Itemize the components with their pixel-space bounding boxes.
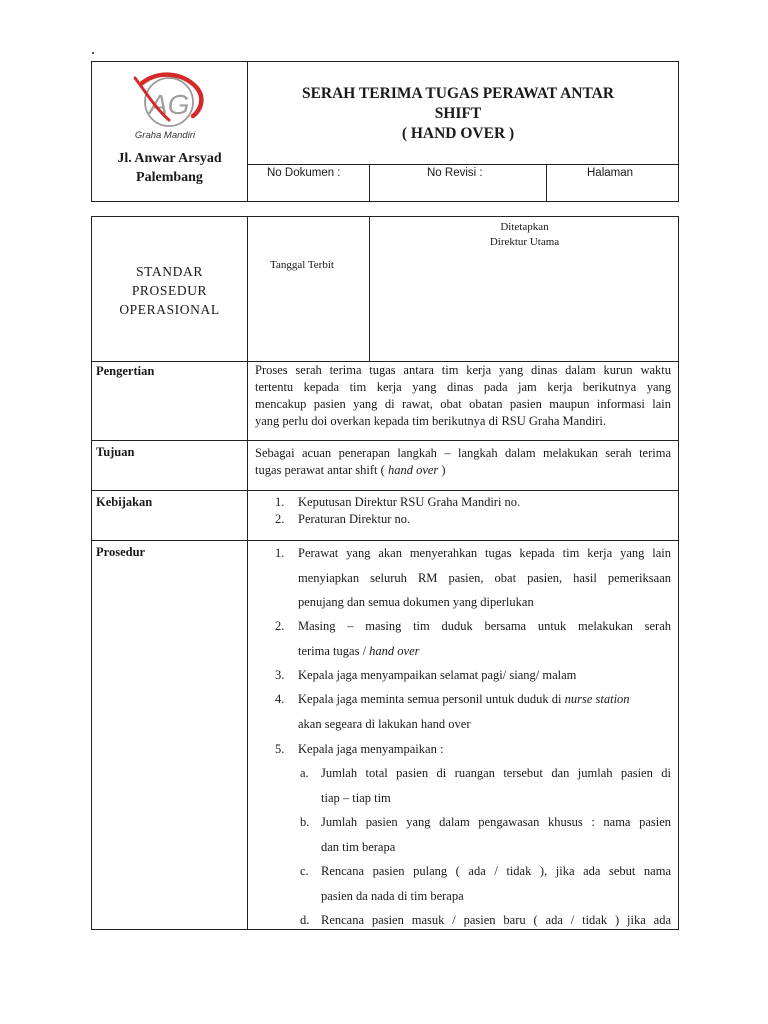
sub-list-text (321, 908, 671, 933)
pengertian-text (255, 362, 671, 430)
page-speck (92, 52, 94, 54)
text-line: Jumlah pasien yang dalam pengawasan khusus : nama pasien (321, 815, 671, 829)
list-number: 1. (275, 495, 285, 509)
text-line: Jumlah total pasien di ruangan tersebut dan jumlah pasien di (321, 766, 671, 780)
text-line (298, 639, 671, 664)
no-dokumen-label: No Dokumen : (267, 167, 341, 179)
text-line: penujang dan semua dokumen yang diperlukan (298, 595, 534, 609)
prosedur-label: Prosedur (96, 545, 146, 559)
ditetapkan-label: Ditetapkan (500, 221, 549, 233)
text-part: terima tugas / (298, 643, 370, 658)
kebijakan-list (255, 495, 671, 535)
logo-caption: Graha Mandiri (134, 130, 196, 141)
list-number: 3. (275, 668, 285, 682)
text-line: Perawat yang akan menyerahkan tugas kepada tim kerja yang lain (298, 546, 671, 560)
list-number: 1. (275, 546, 285, 560)
pengertian-line: tertentu kepada tim kerja yang dinas pada jam kerja berikutnya yang (255, 380, 671, 394)
italic-part: nurse station (564, 692, 630, 706)
direktur-utama-label: Direktur Utama (489, 236, 560, 248)
sub-list-text (321, 859, 671, 908)
sop-line-3: OPERASIONAL (119, 302, 220, 317)
hospital-address (92, 149, 247, 187)
title-line-1: SERAH TERIMA TUGAS PERAWAT ANTAR (301, 85, 615, 102)
list-text (298, 687, 671, 736)
sub-list-text (321, 761, 671, 810)
list-text: Keputusan Direktur RSU Graha Mandiri no. (298, 495, 521, 509)
tujuan-line-1: Sebagai acuan penerapan langkah – langkah dalam melakukan serah terima (255, 446, 671, 460)
address-line-1: Jl. Anwar Arsyad (117, 151, 222, 166)
text-line: tiap – tiap tim (321, 790, 391, 805)
text-line: akan segeara di lakukan hand over (298, 716, 471, 731)
list-text (298, 541, 671, 615)
list-number: 4. (275, 692, 285, 706)
approval-block (370, 220, 679, 250)
tujuan-text-end: ) (438, 463, 446, 477)
text-part: Kepala jaga meminta semua personil untuk duduk di (298, 692, 565, 706)
sub-list-letter: b. (300, 815, 310, 829)
tujuan-italic-part: hand over (387, 463, 439, 477)
italic-part: hand over (369, 643, 420, 658)
text-line: menyiapkan seluruh RM pasien, obat pasien, hasil pemeriksaan (298, 570, 671, 585)
sop-line-2: PROSEDUR (131, 283, 208, 298)
list-text (298, 614, 671, 663)
list-text: Peraturan Direktur no. (298, 512, 411, 526)
document-title (248, 84, 668, 144)
title-line-3: ( HAND OVER ) (401, 125, 515, 142)
halaman-label: Halaman (587, 167, 634, 179)
no-revisi-label: No Revisi : (427, 167, 483, 179)
tujuan-text (255, 445, 671, 479)
tanggal-terbit-label: Tanggal Terbit (270, 259, 334, 271)
address-line-2: Palembang (136, 170, 203, 185)
sub-list-letter: c. (300, 864, 309, 878)
title-line-2: SHIFT (434, 105, 482, 122)
sop-label (92, 262, 247, 319)
text-line: Rencana pasien masuk / pasien baru ( ada / tidak ) jika ada (321, 913, 671, 927)
svg-text:AG: AG (149, 89, 190, 120)
list-text: Kepala jaga menyampaikan : (298, 742, 444, 756)
sub-list-text (321, 810, 671, 859)
sub-list-letter: d. (300, 913, 310, 927)
prosedur-list (255, 541, 671, 927)
tujuan-label: Tujuan (96, 445, 135, 459)
pengertian-label: Pengertian (96, 364, 155, 378)
text-line: Masing – masing tim duduk bersama untuk melakukan serah (298, 619, 671, 633)
kebijakan-label: Kebijakan (96, 495, 153, 509)
list-number: 2. (275, 619, 285, 633)
list-number: 5. (275, 742, 285, 756)
text-line (298, 687, 671, 712)
pengertian-line: mencakup pasien yang di rawat, obat obatan pasien maupun informasi lain (255, 397, 671, 411)
text-line: dan tim berapa (321, 839, 396, 854)
pengertian-line: yang perlu doi overkan kepada tim berikutnya di RSU Graha Mandiri. (255, 414, 606, 428)
text-line: Rencana pasien pulang ( ada / tidak ), jika ada sebut nama (321, 864, 671, 878)
tujuan-text-part: tugas perawat antar shift ( (255, 463, 388, 477)
pengertian-line: Proses serah terima tugas antara tim kerja yang dinas dalam kurun waktu (255, 363, 671, 377)
list-number: 2. (275, 512, 285, 526)
sop-line-1: STANDAR (136, 264, 203, 279)
text-line: pasien da nada di tim berapa (321, 888, 464, 903)
tujuan-line-2 (255, 462, 671, 479)
list-text: Kepala jaga menyampaikan selamat pagi/ siang/ malam (298, 668, 577, 682)
sub-list-letter: a. (300, 766, 309, 780)
